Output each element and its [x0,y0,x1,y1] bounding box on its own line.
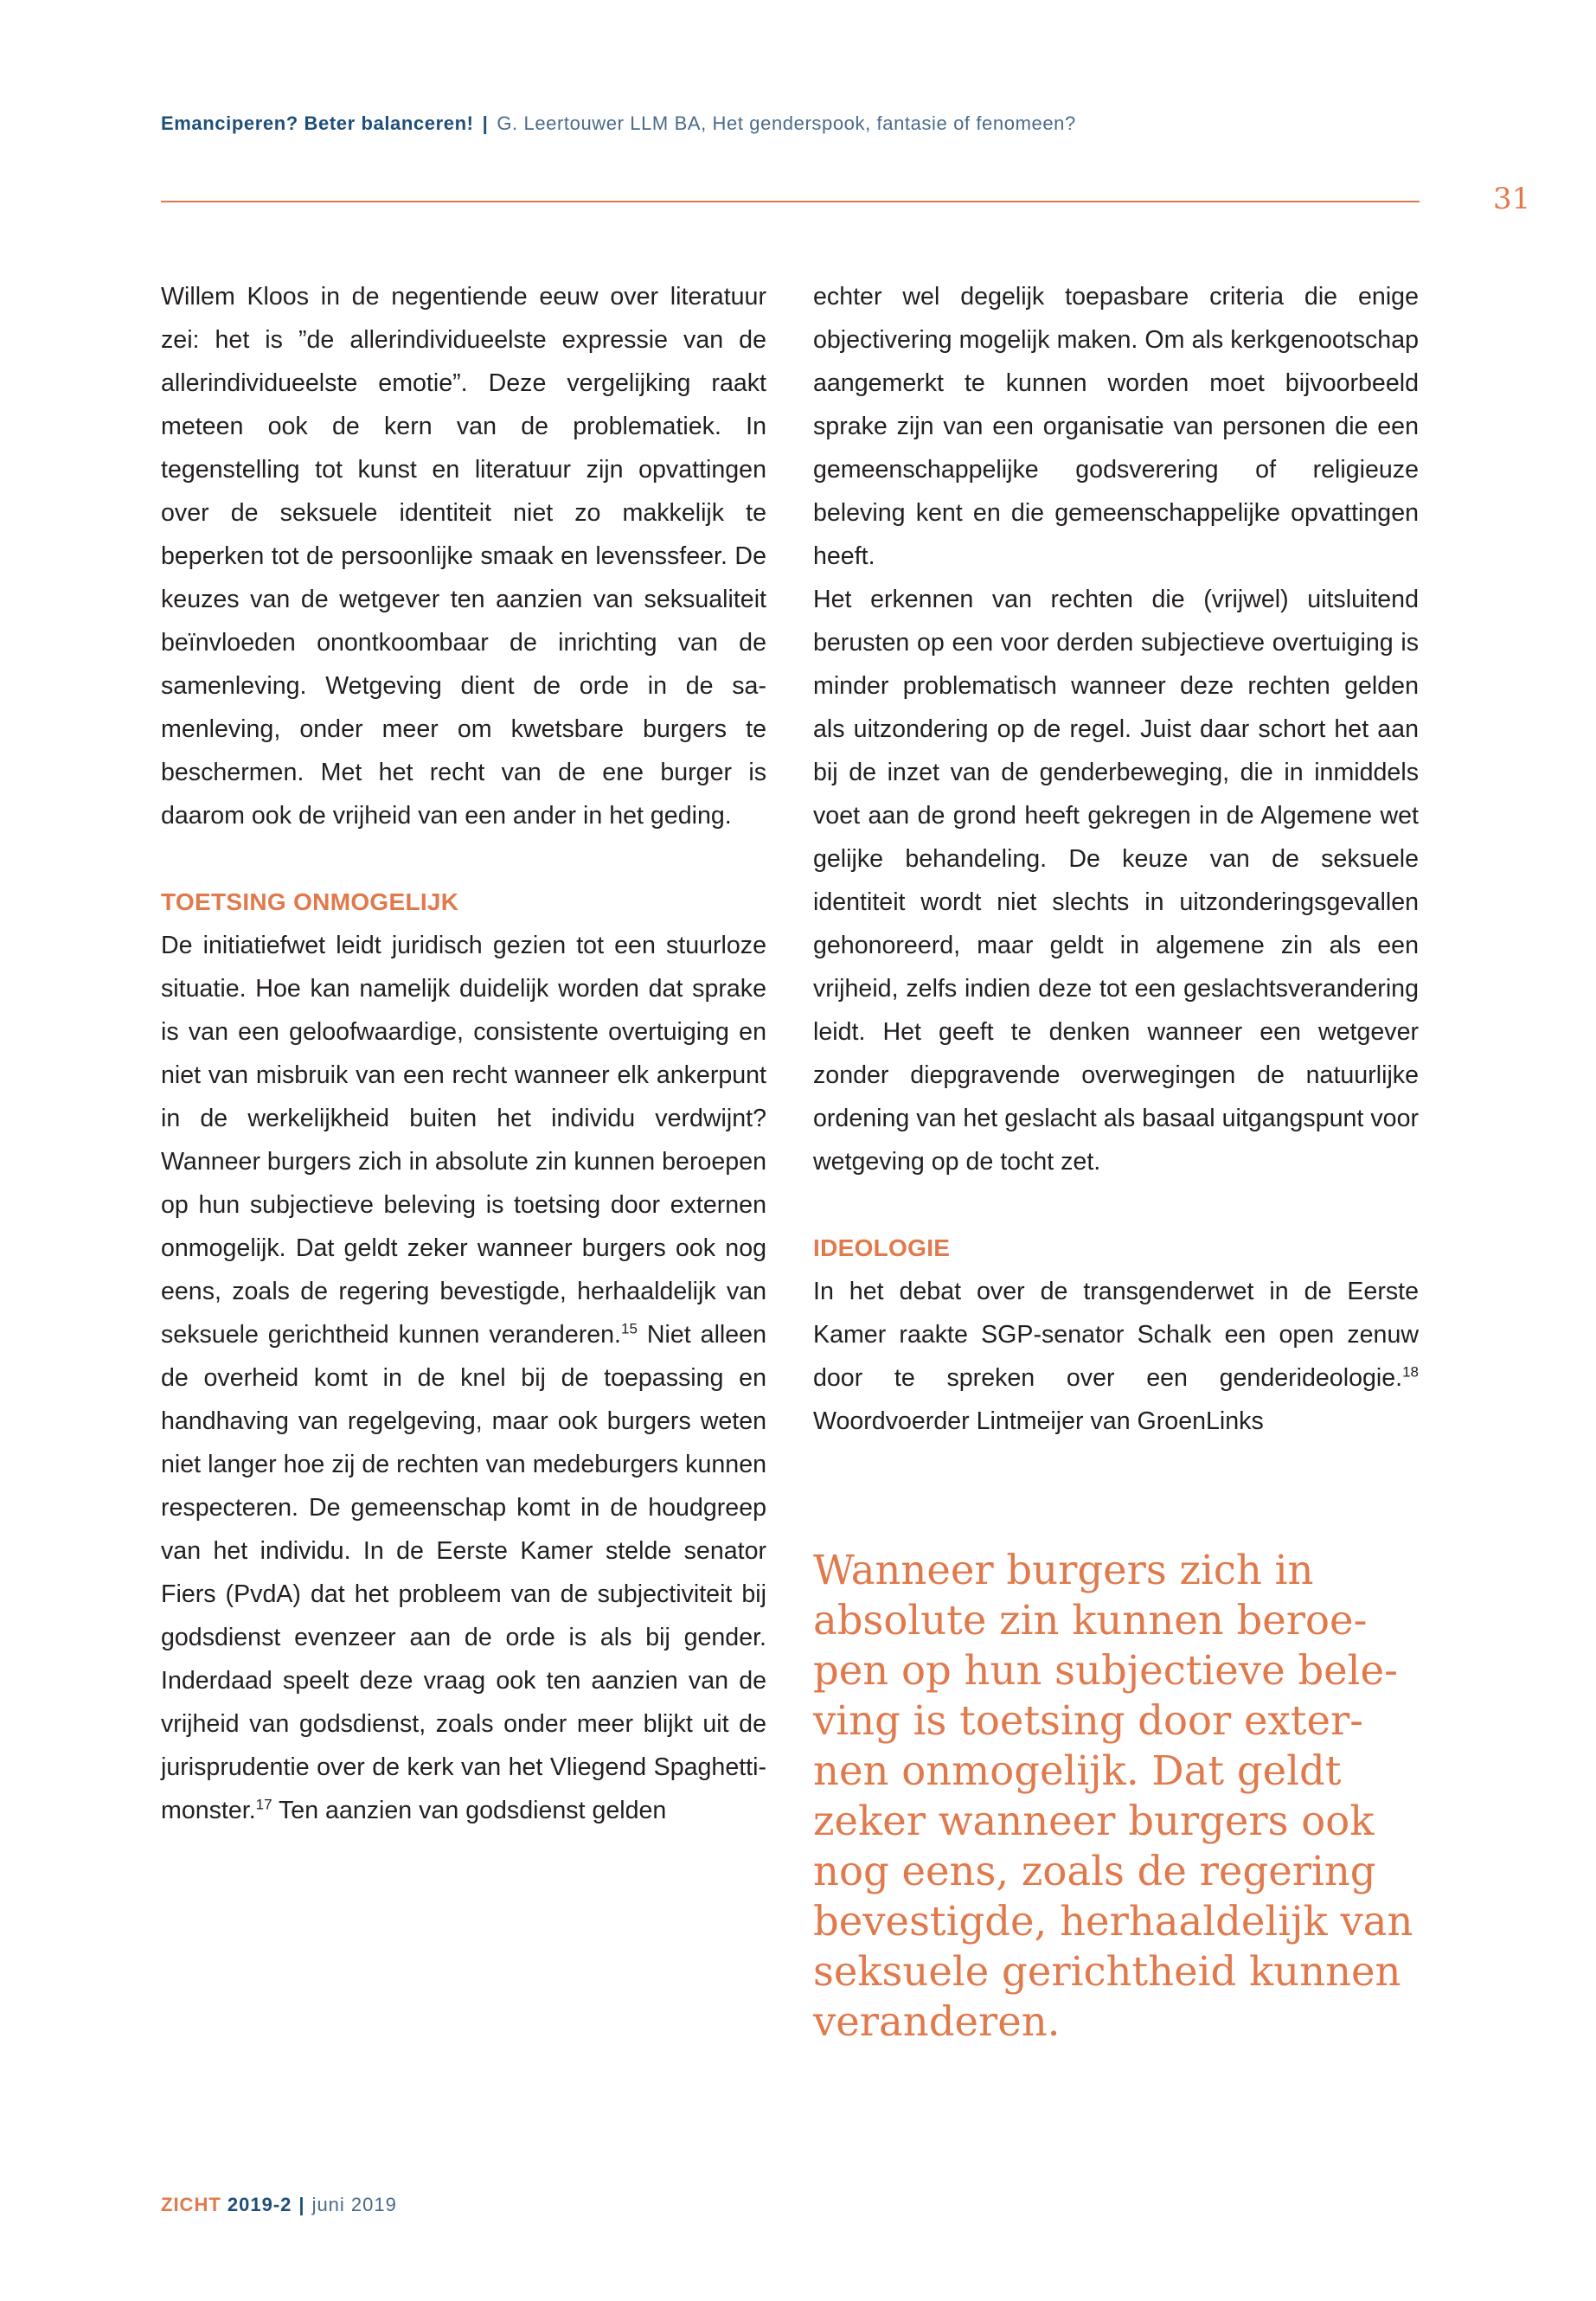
left-column [161,275,766,1832]
right-paragraph-1: echter wel degelijk toepasbare criteria die enige objectivering mogelijk maken. Om als kerkgenootschap aangemerkt te kunnen worden moet bijvoorbeeld sprake zijn van een organisatie van personen die een gemeenschappelijke godsverering of religieuze beleving kent en die gemeenschappelijke opvattingen heeft. [813,283,1419,570]
left-paragraph-1: Willem Kloos in de negentiende eeuw over literatuur zei: het is ”de allerindividueelste expressie van de allerindividueelste emotie”. Deze vergelijking raakt meteen ook de kern van de problematiek. In tegenstelling tot kunst en literatuur zijn opvattingen over de seksuele identiteit niet zo makkelijk te beperken tot de persoonlijke smaak en levenssfeer. De keuzes van de wetgever ten aanzien van seksualiteit beïnvloeden onontkoombaar de inrichting van de samenleving. Wetgeving dient de orde in de samenleving, onder meer om kwetsbare burgers te beschermen. Met het recht van de ene burger is daarom ook de vrijheid van een ander in het geding. [161,283,766,830]
footnote-ref-17[interactable]: 17 [255,1796,272,1813]
left-paragraph-2-part-c: Ten aanzien van godsdienst gelden [272,1797,667,1824]
footer-date: juni 2019 [311,2194,397,2215]
left-paragraph-2 [161,924,766,1832]
left-paragraph-2-part-a: De initiatiefwet leidt juridisch gezien tot een stuurloze situatie. Hoe kan namelijk duidelijk worden dat sprake is van een geloofwaardige, consistente overtuiging en niet van misbruik van een recht wanneer elk ankerpunt in de werkelijkheid buiten het individu verdwijnt? Wanneer burgers zich in absolute zin kunnen beroepen op hun subjectieve beleving is toetsing door externen onmogelijk. Dat geldt zeker wanneer burgers ook nog eens, zoals de regering bevestigde, herhaaldelijk van seksuele gerichtheid kunnen veranderen. [161,932,766,1349]
left-paragraph-2-part-b: Niet alleen de overheid komt in de knel bij de toepassing en handhaving van regelgeving, maar ook burgers weten niet langer hoe zij de rechten van medeburgers kunnen respecteren. De gemeenschap komt in de houdgreep van het individu. In de Eerste Kamer stelde senator Fiers (PvdA) dat het probleem van de subjectiviteit bij godsdienst evenzeer aan de orde is als bij gender. Inderdaad speelt deze vraag ook ten aanzien van de vrijheid van godsdienst, zoals onder meer blijkt uit de jurisprudentie over de kerk van het Vliegend Spaghettimonster. [161,1321,766,1824]
paragraph-gap [161,837,766,881]
right-column [813,275,1419,1443]
right-paragraph-3-part-a: In het debat over de transgenderwet in de Eerste Kamer raakte SGP-senator Schalk een open zenuw door te spreken over een genderideologie. [813,1278,1419,1392]
header-title: Emanciperen? Beter balanceren! [161,112,474,134]
section-heading-toetsing: TOETSING ONMOGELIJK [161,888,459,915]
footer-issue: 2019-2 [227,2194,292,2215]
footer [161,2194,397,2216]
right-paragraph-3 [813,1270,1419,1443]
paragraph-gap [813,1183,1419,1227]
header-subtitle: G. Leertouwer LLM BA, Het genderspook, fantasie of fenomeen? [497,112,1076,134]
footer-magazine: ZICHT [161,2194,221,2215]
page-number: 31 [1493,182,1531,216]
footer-separator: | [298,2194,305,2215]
section-heading-ideologie: IDEOLOGIE [813,1234,951,1261]
pull-quote: Wanneer burgers zich in absolute zin kunnen beroepen op hun subjectieve beleving is toetsing door externen onmogelijk. Dat geldt zeker wanneer burgers ook nog eens, zoals de regering bevestigde, herhaaldelijk van seksuele gerichtheid kunnen veranderen. [813,1547,1413,2045]
right-paragraph-3-part-b: Woordvoerder Lintmeijer van GroenLinks [813,1407,1264,1435]
header-separator: | [482,112,489,134]
running-header [161,112,1424,135]
right-paragraph-2: Het erkennen van rechten die (vrijwel) uitsluitend berusten op een voor derden subjectieve overtuiging is minder problematisch wanneer deze rechten gelden als uitzondering op de regel. Juist daar schort het aan bij de inzet van de genderbeweging, die in inmiddels voet aan de grond heeft gekregen in de Algemene wet gelijke behandeling. De keuze van de seksuele identiteit wordt niet slechts in uitzonderingsgevallen gehonoreerd, maar geldt in algemene zin als een vrijheid, zelfs indien deze tot een geslachtsverandering leidt. Het geeft te denken wanneer een wetgever zonder diepgravende overwegingen de natuurlijke ordening van het geslacht als basaal uitgangspunt voor wetgeving op de tocht zet. [813,586,1419,1176]
footnote-ref-15[interactable]: 15 [621,1320,638,1337]
header-rule [161,201,1420,202]
footnote-ref-18[interactable]: 18 [1402,1363,1419,1381]
